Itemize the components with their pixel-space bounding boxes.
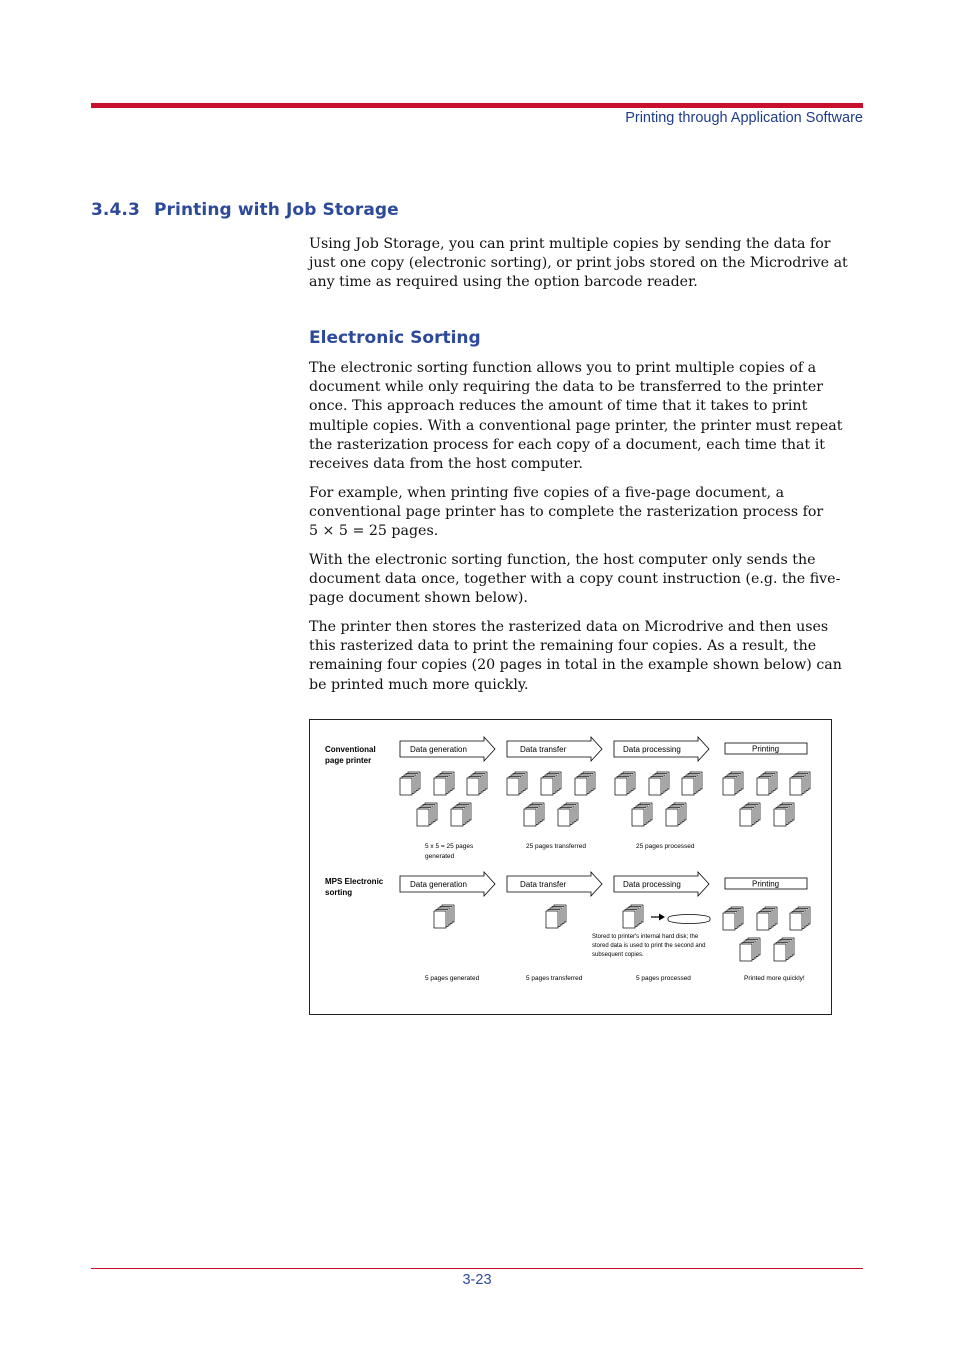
text-line: The printer then stores the rasterized data on Microdrive and then uses — [309, 619, 829, 635]
page-stack-icon — [507, 772, 527, 795]
stage-label: Data transfer — [520, 745, 567, 754]
row1-caption-generated-2: generated — [425, 853, 455, 860]
page-stack-icon — [740, 938, 760, 961]
section-title: Printing with Job Storage — [154, 200, 399, 220]
row2-label-line1: MPS Electronic — [325, 877, 384, 886]
text-line: be printed much more quickly. — [309, 676, 529, 693]
text-line: the rasterization process for each copy of a document, each time that it — [309, 436, 825, 453]
page-stack-icon — [723, 772, 743, 795]
header-rule — [91, 103, 863, 108]
stage-label: Printing — [752, 744, 780, 754]
row2-caption-transferred: 5 pages transferred — [526, 975, 583, 982]
text-line: For example, when printing five copies of a five-page document, a — [309, 485, 785, 501]
row2-caption-printed: Printed more quickly! — [744, 975, 805, 982]
page-stack-icon — [774, 938, 794, 961]
page-stack-icon — [467, 772, 487, 795]
text-line: document while only requiring the data to be transferred to the printer — [309, 379, 824, 396]
electronic-sorting-diagram — [309, 719, 832, 1015]
text-line: conventional page printer has to complete the rasterization process for — [309, 504, 824, 521]
row2-label-line2: sorting — [325, 888, 353, 897]
page-stack-icon — [623, 905, 643, 928]
hard-disk-icon — [668, 915, 710, 924]
diagram-canvas — [310, 720, 833, 1016]
page-stack-icon — [740, 803, 760, 826]
intro-paragraph — [309, 235, 861, 293]
row1-caption-transferred: 25 pages transferred — [526, 843, 586, 850]
paragraph-3 — [309, 551, 861, 609]
page-stack-icon — [417, 803, 437, 826]
row1-label-line1: Conventional — [325, 745, 376, 754]
row2-stage-printing — [725, 878, 807, 889]
page-stack-icon — [451, 803, 471, 826]
page-stack-icon — [682, 772, 702, 795]
page-number: 3-23 — [462, 1272, 492, 1288]
page-stack-icon — [575, 772, 595, 795]
text-line: remaining four copies (20 pages in total in the example shown below) can — [309, 657, 842, 674]
text-line: page document shown below). — [309, 590, 528, 607]
page-stack-icon — [790, 772, 810, 795]
stage-label: Data generation — [410, 880, 467, 889]
disk-note-line2: stored data is used to print the second and — [592, 943, 706, 949]
row1-stage-transfer — [507, 737, 602, 761]
stage-label: Data processing — [623, 745, 681, 754]
section-number: 3.4.3 — [91, 200, 140, 220]
page-stack-icon — [723, 907, 743, 930]
subsection-title: Electronic Sorting — [309, 328, 481, 348]
page-stack-icon — [615, 772, 635, 795]
text-line: once. This approach reduces the amount of time that it takes to print — [309, 398, 808, 415]
footer-rule — [91, 1268, 863, 1269]
page-stack-icon — [400, 772, 420, 795]
text-line: this rasterized data to print the remaining four copies. As a result, the — [309, 638, 817, 655]
row1-page-stacks — [400, 772, 810, 826]
text-line: any time as required using the option barcode reader. — [309, 274, 698, 291]
row1-caption-processed: 25 pages processed — [636, 843, 695, 850]
row2-stage-generation — [400, 872, 495, 896]
stage-label: Data processing — [623, 880, 681, 889]
page-stack-icon — [434, 772, 454, 795]
row1-stage-processing — [614, 737, 709, 761]
section-heading — [91, 200, 399, 220]
row2-stage-transfer — [507, 872, 602, 896]
page-stack-icon — [632, 803, 652, 826]
row1-label-line2: page printer — [325, 756, 372, 765]
page-stack-icon — [757, 907, 777, 930]
page-stack-icon — [649, 772, 669, 795]
page-stack-icon — [558, 803, 578, 826]
text-line: With the electronic sorting function, the host computer only sends the — [309, 552, 816, 568]
paragraph-2 — [309, 484, 861, 542]
text-line: receives data from the host computer. — [309, 456, 583, 473]
page-stack-icon — [757, 772, 777, 795]
text-line: multiple copies. With a conventional page printer, the printer must repeat — [309, 417, 843, 434]
stage-label: Data transfer — [520, 880, 567, 889]
stage-label: Data generation — [410, 745, 467, 754]
paragraph-4 — [309, 618, 861, 695]
running-header: Printing through Application Software — [625, 110, 863, 126]
stage-label: Printing — [752, 879, 780, 889]
text-line: Using Job Storage, you can print multiple copies by sending the data for — [309, 236, 831, 252]
row1-caption-generated-1: 5 x 5 = 25 pages — [425, 843, 474, 850]
row1-stage-printing — [725, 743, 807, 754]
page-stack-icon — [790, 907, 810, 930]
text-line: document data once, together with a copy count instruction (e.g. the five- — [309, 571, 841, 588]
row2-stage-processing — [614, 872, 709, 896]
page-stack-icon — [774, 803, 794, 826]
disk-note-line3: subsequent copies. — [592, 952, 644, 958]
row1-stage-generation — [400, 737, 495, 761]
page-stack-icon — [524, 803, 544, 826]
store-arrow-icon — [651, 914, 665, 921]
text-line: just one copy (electronic sorting), or print jobs stored on the Microdrive at — [309, 255, 848, 272]
row2-caption-processed: 5 pages processed — [636, 975, 691, 982]
page-stack-icon — [666, 803, 686, 826]
paragraph-1 — [309, 359, 861, 474]
text-line: 5 × 5 = 25 pages. — [309, 523, 439, 540]
page-stack-icon — [434, 905, 454, 928]
row2-caption-generated: 5 pages generated — [425, 975, 480, 982]
page-stack-icon — [546, 905, 566, 928]
text-line: The electronic sorting function allows you to print multiple copies of a — [309, 360, 817, 376]
page-stack-icon — [541, 772, 561, 795]
disk-note-line1: Stored to printer's internal hard disk; the — [592, 934, 699, 940]
